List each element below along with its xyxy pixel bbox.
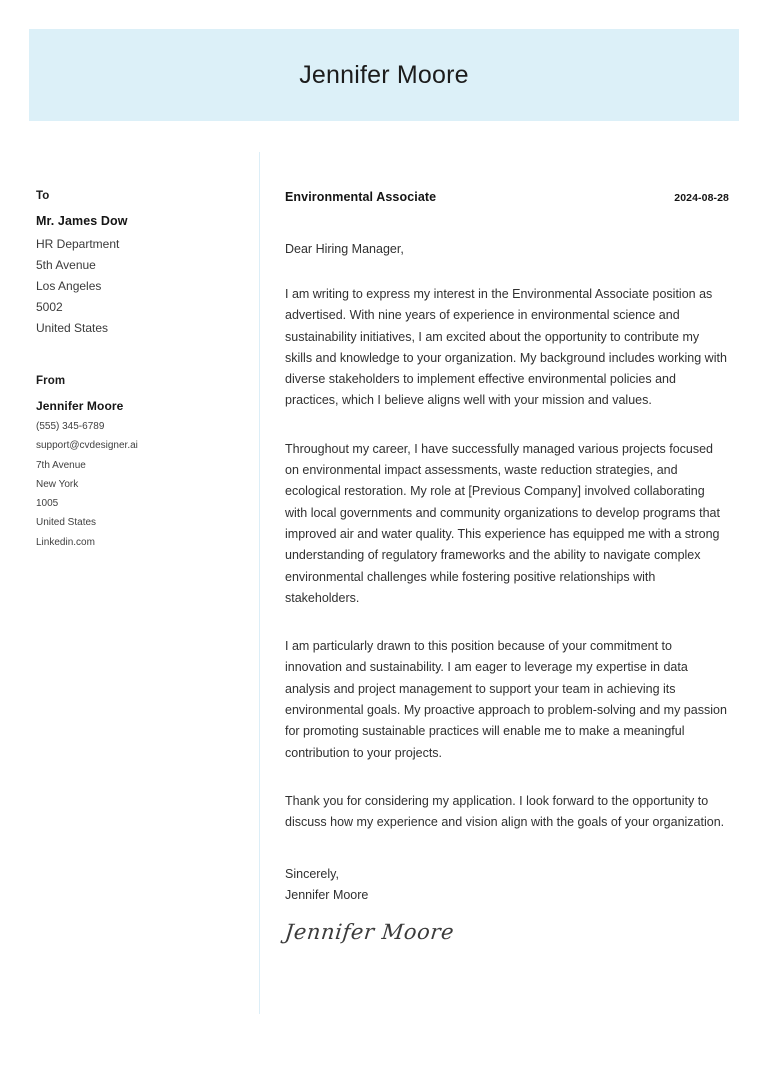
letter-paragraph: I am writing to express my interest in the Environmental Associate position as advertised. With nine years of experience in environmental science and sustainability initiatives, I am excited about the opportunity to contribute my skills and knowledge to your organization. My background includes working with diverse stakeholders to implement effective environmental policies and practices, which I believe aligns well with your mission and values. [285,287,727,408]
recipient-line: United States [36,321,109,335]
sender-line: 7th Avenue [36,459,86,471]
letter-paragraph: Throughout my career, I have successfully managed various projects focused on environmental impact assessments, waste reduction strategies, and ecological restoration. My role at [Previous Company] involved collaborating with local governments and community organizations to develop programs that improved air and water quality. This experience has equipped me with a strong understanding of regulatory frameworks and the ability to navigate complex environmental challenges while fostering positive relationships with stakeholders. [285,441,720,605]
sender-line: New York [36,478,79,490]
sender-phone: (555) 345-6789 [36,421,105,432]
recipient-label: To [36,190,50,202]
letter-content [285,190,729,944]
sender-website: Linkedin.com [36,536,95,548]
sender-line: 1005 [36,498,59,510]
recipient-line: 5th Avenue [36,258,96,272]
sidebar [36,190,241,552]
recipient-line: 5002 [36,300,63,314]
job-title: Environmental Associate [285,190,437,204]
recipient-name: Mr. James Dow [36,214,128,228]
sender-line: United States [36,517,97,529]
closing-block [285,864,729,907]
sender-label: From [36,375,66,387]
header-band [29,29,739,121]
salutation: Dear Hiring Manager, [285,242,404,256]
recipient-line: HR Department [36,237,120,251]
sender-block [36,375,241,552]
column-divider [259,152,260,1014]
signature: Jennifer Moore [283,920,456,945]
sender-email: support@cvdesigner.ai [36,440,138,452]
letter-paragraph: I am particularly drawn to this position because of your commitment to innovation and sustainability. I am eager to leverage my expertise in data analysis and project management to support your team in achieving its environmental goals. My proactive approach to problem-solving and my passion for promoting sustainable practices will enable me to make a meaningful contribution to your projects. [285,639,727,760]
recipient-block [36,190,241,339]
recipient-line: Los Angeles [36,279,102,293]
sender-name: Jennifer Moore [36,399,124,413]
letter-header-row [285,190,729,204]
sign-off-name: Jennifer Moore [285,887,369,902]
sign-off: Sincerely, [285,866,339,881]
letter-paragraph: Thank you for considering my application. I look forward to the opportunity to discuss how my experience and vision align with the goals of your organization. [285,793,725,830]
page-title: Jennifer Moore [299,60,469,89]
letter-date: 2024-08-28 [674,192,729,204]
